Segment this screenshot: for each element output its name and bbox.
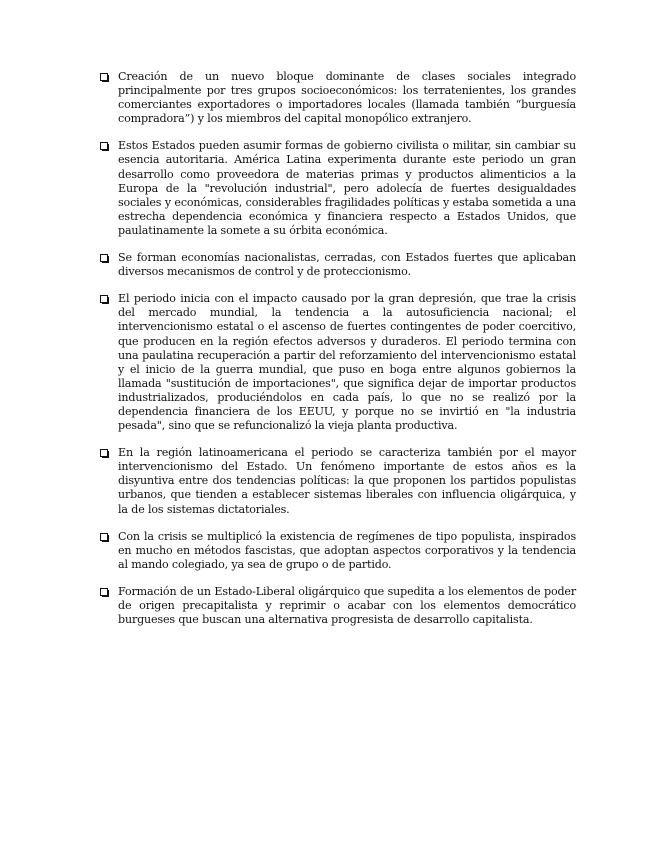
checkbox-bullet-icon xyxy=(100,449,108,457)
bullet-text: Estos Estados pueden asumir formas de gobierno civilista o militar, sin cambiar su esencia autoritaria. América Latina experimenta durante este periodo un gran desarrollo como proveedora de materias primas y productos alimenticios a la Europa de la "revolución industrial", pero adolecía de fuertes desigualdades sociales y económicas, considerables fragilidades políticas y estaba sometida a una estrecha dependencia económica y financiera respecto a Estados Unidos, que paulatinamente la somete a su órbita económica. xyxy=(118,139,576,237)
checkbox-bullet-icon xyxy=(100,588,108,596)
bullet-item-4 xyxy=(99,292,576,433)
checkbox-bullet-icon xyxy=(100,533,108,541)
bullet-item-2 xyxy=(99,139,576,238)
bullet-item-6 xyxy=(99,530,576,572)
checkbox-bullet-icon xyxy=(100,142,108,150)
bullet-text: Formación de un Estado-Liberal oligárquico que supedita a los elementos de poder de origen precapitalista y reprimir o acabar con los elementos democrático burgueses que buscan una alternativa progresista de desarrollo capitalista. xyxy=(118,584,576,627)
bullet-text: Creación de un nuevo bloque dominante de clases sociales integrado principalmente por tres grupos socioeconómicos: los terratenientes, los grandes comerciantes exportadores o importadores locales (llamada también “burguesía compradora”) y los miembros del capital monopólico extranjero. xyxy=(118,70,576,126)
checkbox-bullet-icon xyxy=(100,295,108,303)
bullet-item-7 xyxy=(99,585,576,627)
checkbox-bullet-icon xyxy=(100,254,108,262)
bullet-text: Con la crisis se multiplicó la existencia de regímenes de tipo populista, inspirados en mucho en métodos fascistas, que adoptan aspectos corporativos y la tendencia al mando colegiado, ya sea de grupo o de partido. xyxy=(118,529,576,571)
bullet-text: Se forman economías nacionalistas, cerradas, con Estados fuertes que aplicaban diversos mecanismos de control y de proteccionismo. xyxy=(118,251,576,279)
checkbox-bullet-icon xyxy=(100,73,108,81)
bullet-text: En la región latinoamericana el periodo se caracteriza también por el mayor intervencionismo del Estado. Un fenómeno importante de estos años es la disyuntiva entre dos tendencias políticas: la que proponen los partidos populistas urbanos, que tienden a establecer sistemas liberales con influencia oligárquica, y la de los sistemas dictatoriales. xyxy=(118,446,576,516)
bullet-item-3 xyxy=(99,251,576,279)
bullet-list xyxy=(99,70,576,640)
bullet-text: El periodo inicia con el impacto causado por la gran depresión, que trae la crisis del mercado mundial, la tendencia a la autosuficiencia nacional; el intervencionismo estatal o el ascenso de fuertes contingentes de poder coercitivo, que producen en la región efectos adversos y duraderos. El periodo termina con una paulatina recuperación a partir del reforzamiento del intervencionismo estatal y el inicio de la guerra mundial, que puso en boga entre algunos gobiernos la llamada "sustitución de importaciones", que significa dejar de importar productos industrializados, produciéndolos en cada país, lo que no se realizó por la dependencia financiera de los EEUU, y porque no se invirtió en "la industria pesada", sino que se refuncionalizó la vieja planta productiva. xyxy=(118,292,576,433)
bullet-item-5 xyxy=(99,446,576,516)
bullet-item-1 xyxy=(99,70,576,126)
